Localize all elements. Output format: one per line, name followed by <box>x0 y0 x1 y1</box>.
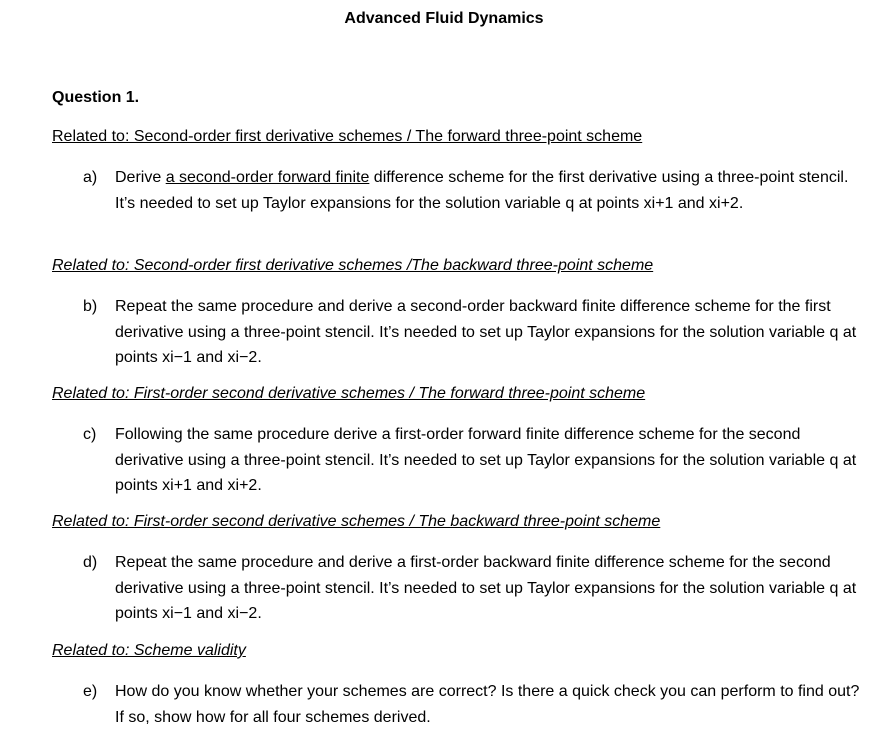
related-topic-a: Related to: Second-order first derivative schemes / The forward three-point scheme <box>52 128 643 145</box>
item-marker: b) <box>83 298 98 315</box>
related-topic-d: Related to: First-order second derivative schemes / The backward three-point scheme <box>52 513 661 530</box>
item-text: Following the same procedure derive a first-order forward finite difference scheme for the second derivative using a three-point stencil. It’s needed to set up Taylor expansions for the solution variable q at points xi+1 and xi+2. <box>115 426 857 494</box>
item-text: How do you know whether your schemes are correct? Is there a quick check you can perform to find out? If so, show how for all four schemes derived. <box>115 683 860 726</box>
question-item-c <box>83 422 863 499</box>
item-marker: a) <box>83 169 98 186</box>
item-marker: e) <box>83 683 98 700</box>
question-item-b <box>83 294 863 371</box>
item-text: Repeat the same procedure and derive a first-order backward finite difference scheme for the second derivative using a three-point stencil. It’s needed to set up Taylor expansions for the solution variable q at points xi−1 and xi−2. <box>115 554 857 622</box>
item-marker: c) <box>83 426 97 443</box>
related-topic-b: Related to: Second-order first derivative schemes /The backward three-point scheme <box>52 257 654 274</box>
item-text: Repeat the same procedure and derive a second-order backward finite difference scheme for the first derivative using a three-point stencil. It’s needed to set up Taylor expansions for the solution variable q at points xi−1 and xi−2. <box>115 298 857 366</box>
document-title: Advanced Fluid Dynamics <box>344 10 544 27</box>
underlined-phrase: a second-order forward finite <box>165 169 370 186</box>
item-text: Derive a second-order forward finite difference scheme for the first derivative using a three-point stencil. It’s needed to set up Taylor expansions for the solution variable q at points xi+1 and xi+2. <box>115 169 849 212</box>
question-item-d <box>83 550 863 627</box>
related-topic-c: Related to: First-order second derivative schemes / The forward three-point scheme <box>52 385 646 402</box>
related-topic-e: Related to: Scheme validity <box>52 642 246 659</box>
question-item-a <box>83 165 863 216</box>
question-item-e <box>83 679 863 730</box>
item-marker: d) <box>83 554 98 571</box>
question-heading: Question 1. <box>52 89 140 106</box>
